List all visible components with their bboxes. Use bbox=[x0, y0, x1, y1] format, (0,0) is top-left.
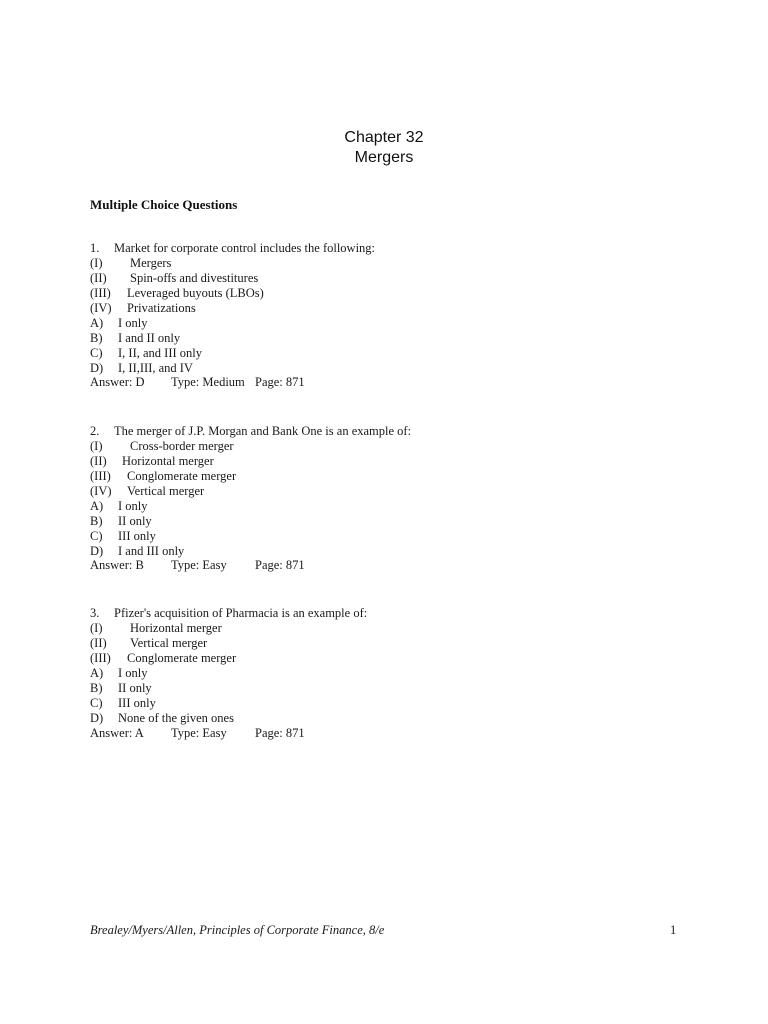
roman-item bbox=[90, 454, 411, 469]
answer-key: Answer: D bbox=[90, 375, 145, 390]
option-letter: B) bbox=[90, 680, 103, 695]
option-letter: D) bbox=[90, 710, 104, 725]
question-number: 2. bbox=[90, 424, 100, 438]
answer-option bbox=[90, 331, 375, 346]
roman-item-text: Leveraged buyouts (LBOs) bbox=[127, 285, 264, 300]
option-text: III only bbox=[118, 695, 156, 710]
footer-source: Brealey/Myers/Allen, Principles of Corporate Finance, 8/e bbox=[90, 923, 385, 937]
answer-option bbox=[90, 711, 367, 726]
difficulty-type: Type: Easy bbox=[171, 725, 227, 740]
option-letter: C) bbox=[90, 345, 103, 360]
roman-numeral: (III) bbox=[90, 650, 111, 665]
answer-option bbox=[90, 529, 411, 544]
roman-item bbox=[90, 271, 375, 286]
roman-numeral: (II) bbox=[90, 635, 107, 650]
question-stem bbox=[90, 606, 367, 621]
roman-numeral: (II) bbox=[90, 453, 107, 468]
roman-numeral: (IV) bbox=[90, 483, 112, 498]
option-letter: D) bbox=[90, 360, 104, 375]
answer-option bbox=[90, 544, 411, 559]
option-letter: B) bbox=[90, 330, 103, 345]
option-text: II only bbox=[118, 680, 152, 695]
answer-option bbox=[90, 499, 411, 514]
question-text: Market for corporate control includes the following: bbox=[114, 241, 376, 255]
difficulty-type: Type: Easy bbox=[171, 558, 227, 573]
roman-numeral: (IV) bbox=[90, 300, 112, 315]
answer-option bbox=[90, 666, 367, 681]
question-number: 1. bbox=[90, 241, 100, 255]
answer-option bbox=[90, 514, 411, 529]
answer-line bbox=[90, 726, 367, 741]
roman-item bbox=[90, 469, 411, 484]
roman-item bbox=[90, 636, 367, 651]
question-stem bbox=[90, 241, 375, 256]
option-letter: C) bbox=[90, 528, 103, 543]
roman-numeral: (I) bbox=[90, 255, 103, 270]
roman-item-text: Conglomerate merger bbox=[127, 650, 237, 665]
roman-item bbox=[90, 484, 411, 499]
roman-item bbox=[90, 621, 367, 636]
question-stem bbox=[90, 424, 411, 439]
roman-item-text: Mergers bbox=[130, 255, 172, 270]
answer-key: Answer: A bbox=[90, 725, 144, 740]
option-text: I only bbox=[118, 498, 148, 513]
difficulty-type: Type: Medium bbox=[171, 375, 245, 390]
question-3 bbox=[90, 606, 367, 740]
roman-numeral: (III) bbox=[90, 285, 111, 300]
option-letter: A) bbox=[90, 498, 104, 513]
option-letter: B) bbox=[90, 513, 103, 528]
answer-option bbox=[90, 316, 375, 331]
answer-option bbox=[90, 681, 367, 696]
roman-item-text: Vertical merger bbox=[130, 635, 208, 650]
roman-item-text: Horizontal merger bbox=[130, 620, 222, 635]
roman-item-text: Spin-offs and divestitures bbox=[130, 270, 259, 285]
roman-item-text: Cross-border merger bbox=[130, 438, 234, 453]
option-text: II only bbox=[118, 513, 152, 528]
question-1 bbox=[90, 241, 375, 390]
option-text: I, II,III, and IV bbox=[118, 360, 193, 375]
section-heading: Multiple Choice Questions bbox=[90, 197, 238, 212]
question-text: The merger of J.P. Morgan and Bank One is an example of: bbox=[114, 424, 412, 438]
roman-numeral: (I) bbox=[90, 438, 103, 453]
option-letter: A) bbox=[90, 665, 104, 680]
answer-option bbox=[90, 696, 367, 711]
roman-item-text: Horizontal merger bbox=[122, 453, 214, 468]
roman-item bbox=[90, 286, 375, 301]
question-text: Pfizer's acquisition of Pharmacia is an example of: bbox=[114, 606, 368, 620]
question-2 bbox=[90, 424, 411, 573]
option-letter: C) bbox=[90, 695, 103, 710]
answer-line bbox=[90, 375, 375, 390]
answer-option bbox=[90, 361, 375, 376]
chapter-title: Chapter 32 bbox=[344, 129, 424, 146]
option-letter: A) bbox=[90, 315, 104, 330]
roman-item bbox=[90, 439, 411, 454]
option-text: III only bbox=[118, 528, 156, 543]
option-text: I and II only bbox=[118, 330, 181, 345]
option-text: I, II, and III only bbox=[118, 345, 202, 360]
roman-numeral: (III) bbox=[90, 468, 111, 483]
roman-item bbox=[90, 651, 367, 666]
page-reference: Page: 871 bbox=[255, 375, 305, 390]
chapter-subtitle: Mergers bbox=[354, 149, 414, 166]
page-reference: Page: 871 bbox=[255, 725, 305, 740]
option-text: I and III only bbox=[118, 543, 185, 558]
answer-key: Answer: B bbox=[90, 558, 144, 573]
answer-option bbox=[90, 346, 375, 361]
option-text: I only bbox=[118, 665, 148, 680]
footer-page-number: 1 bbox=[670, 923, 677, 937]
roman-numeral: (II) bbox=[90, 270, 107, 285]
roman-item bbox=[90, 256, 375, 271]
roman-item-text: Privatizations bbox=[127, 300, 196, 315]
roman-item bbox=[90, 301, 375, 316]
roman-item-text: Conglomerate merger bbox=[127, 468, 237, 483]
option-text: I only bbox=[118, 315, 148, 330]
option-letter: D) bbox=[90, 543, 104, 558]
question-number: 3. bbox=[90, 606, 100, 620]
roman-item-text: Vertical merger bbox=[127, 483, 205, 498]
answer-line bbox=[90, 558, 411, 573]
roman-numeral: (I) bbox=[90, 620, 103, 635]
option-text: None of the given ones bbox=[118, 710, 234, 725]
page-reference: Page: 871 bbox=[255, 558, 305, 573]
